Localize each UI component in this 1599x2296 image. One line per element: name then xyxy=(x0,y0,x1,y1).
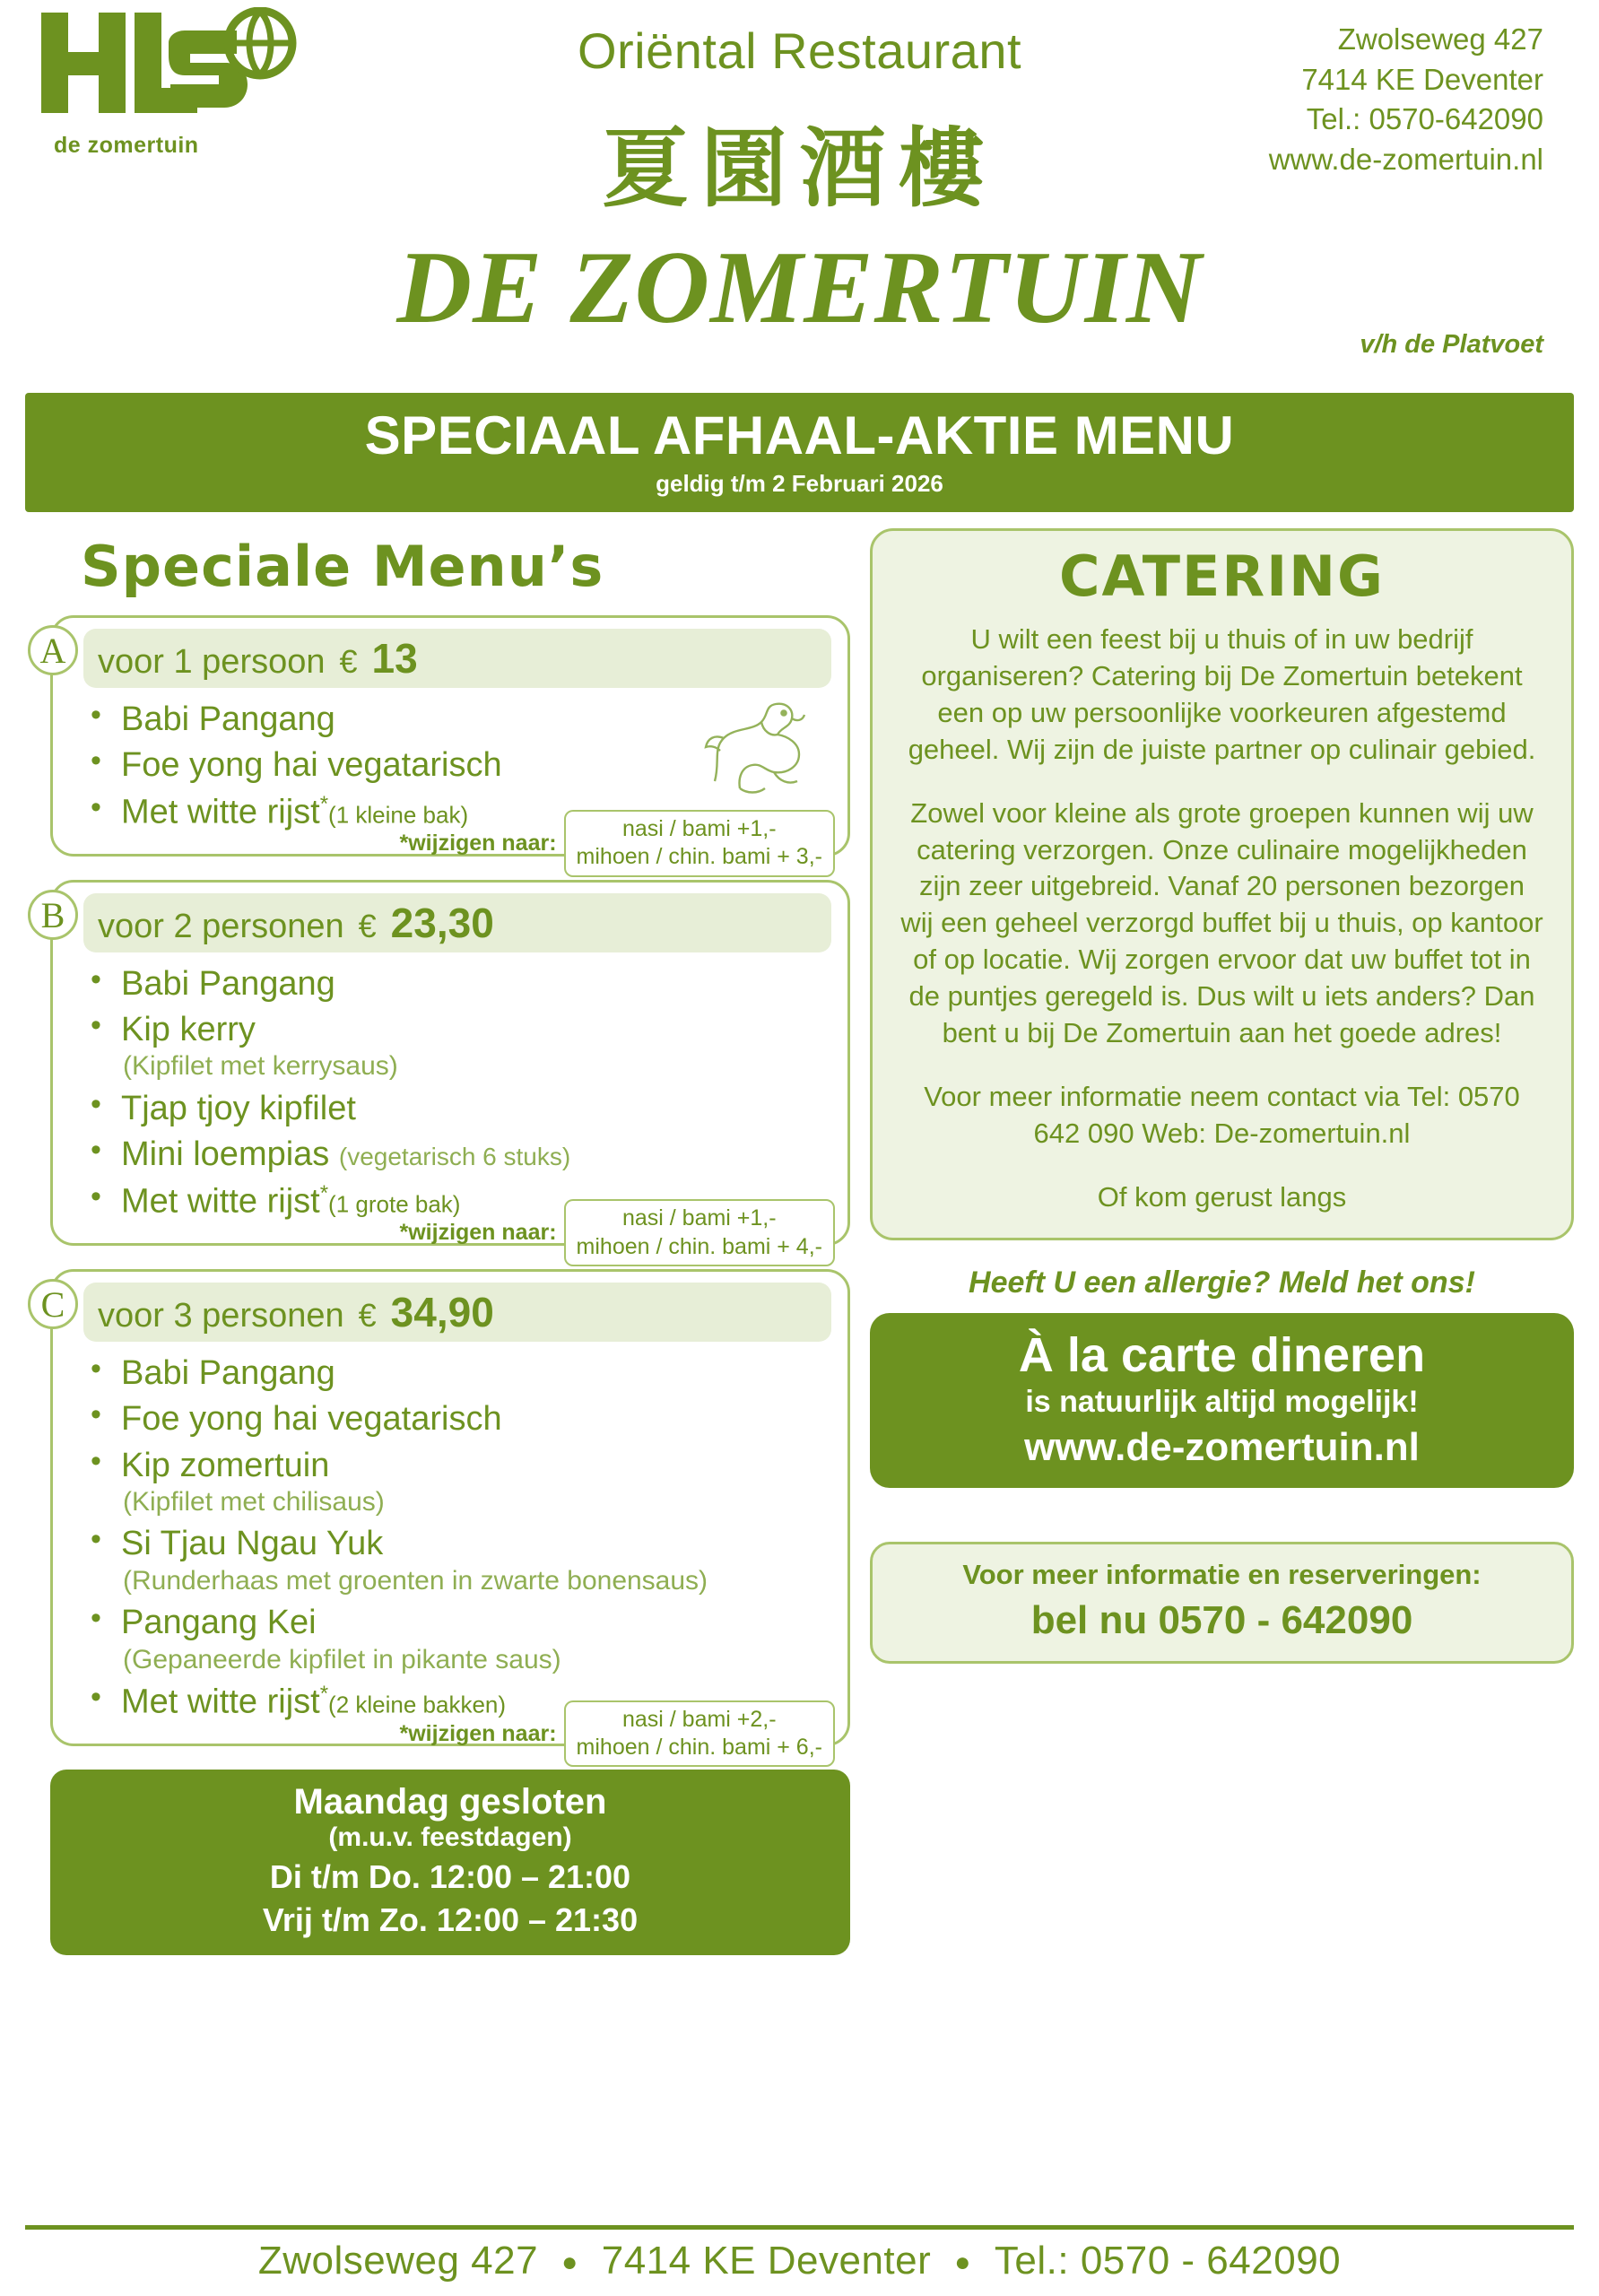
menu-c-change-box xyxy=(400,1700,836,1768)
footer xyxy=(25,2225,1574,2283)
list-item xyxy=(83,1523,831,1597)
menu-c-item-4: Si Tjau Ngau Yuk xyxy=(121,1525,384,1563)
catering-visit-note: Of kom gerust langs xyxy=(1097,1180,1347,1213)
menu-b-item-1: Babi Pangang xyxy=(121,964,335,1003)
menu-a-change-line2: mihoen / chin. bami + 3,- xyxy=(576,844,822,870)
menu-b-items xyxy=(83,963,831,1222)
footnote-star: * xyxy=(319,1682,329,1707)
section-title-special-menus: Speciale Menu’s xyxy=(81,534,604,599)
promo-banner xyxy=(25,393,1574,512)
alacarte-website[interactable]: www.de-zomertuin.nl xyxy=(1024,1424,1420,1469)
menu-a-price: 13 xyxy=(371,635,418,682)
menu-c-item-6: Met witte rijst xyxy=(121,1683,320,1722)
list-item xyxy=(83,1352,831,1394)
address-street: Zwolseweg 427 xyxy=(1337,22,1543,56)
menu-b-item-4-note: (vegetarisch 6 stuks) xyxy=(338,1143,571,1171)
menu-b-persons: voor 2 personen xyxy=(98,907,344,945)
hours-line-2: Vrij t/m Zo. 12:00 – 21:30 xyxy=(262,1901,639,1939)
footer-divider xyxy=(25,2225,1574,2230)
oriental-restaurant-text: Oriëntal Restaurant xyxy=(577,22,1022,79)
menu-c-item-1: Babi Pangang xyxy=(121,1353,335,1392)
menu-b-price: 23,30 xyxy=(390,899,494,946)
opening-hours-box xyxy=(50,1770,850,1955)
menu-b-change-line2: mihoen / chin. bami + 4,- xyxy=(576,1233,822,1259)
list-item xyxy=(83,1088,831,1129)
footnote-star: * xyxy=(319,1180,329,1205)
menu-b-item-5: Met witte rijst xyxy=(121,1182,320,1221)
footer-contact xyxy=(25,2239,1574,2283)
closed-day-note: (m.u.v. feestdagen) xyxy=(328,1822,572,1853)
menu-c-item-2: Foe yong hai vegatarisch xyxy=(121,1400,502,1439)
menu-b-item-2-sub: (Kipfilet met kerrysaus) xyxy=(123,1051,398,1082)
former-name: v/h de Platvoet xyxy=(1360,330,1543,359)
menu-c-item-4-sub: (Runderhaas met groenten in zwarte bonensaus) xyxy=(123,1565,708,1596)
content-columns xyxy=(25,528,1574,1955)
menu-c-persons: voor 3 personen xyxy=(98,1296,344,1335)
footer-city: 7414 KE Deventer xyxy=(601,2239,932,2283)
menu-c-change-label: *wijzigen naar: xyxy=(399,1720,557,1746)
catering-contact-info: Voor meer informatie neem contact via Tel: 0570 642 090 Web: De-zomertuin.nl xyxy=(924,1080,1520,1149)
reservation-phone[interactable]: bel nu 0570 - 642090 xyxy=(1030,1597,1413,1642)
footnote-star: * xyxy=(319,791,329,816)
menu-b-change-line1: nasi / bami +1,- xyxy=(621,1205,777,1231)
reservation-box xyxy=(870,1542,1574,1664)
menu-c-price: 34,90 xyxy=(390,1288,494,1335)
menu-b-change-values xyxy=(564,1199,835,1266)
menu-c-currency: € xyxy=(358,1296,377,1334)
menu-c-head xyxy=(83,1283,831,1342)
menu-a-item-1: Babi Pangang xyxy=(121,700,335,738)
menu-a-change-label: *wijzigen naar: xyxy=(399,830,557,856)
menu-card-c xyxy=(40,1269,850,1761)
closed-day: Maandag gesloten xyxy=(293,1782,607,1822)
dragon-icon xyxy=(699,695,815,803)
menu-letter-b: B xyxy=(28,890,78,940)
menu-letter-c: C xyxy=(28,1279,78,1329)
menus-column xyxy=(25,528,850,1955)
menu-b-head xyxy=(83,893,831,952)
menu-a-head xyxy=(83,629,831,688)
catering-paragraph-1: U wilt een feest bij u thuis of in uw bedrijf organiseren? Catering bij De Zomertuin betekent een op uw persoonlijke voorkeuren afgestemd geheel. Wij zijn de juiste partner op culinair gebied. xyxy=(908,623,1536,765)
menu-c-item-6-note: (2 kleine bakken) xyxy=(328,1692,507,1719)
menu-c-item-3-sub: (Kipfilet met chilisaus) xyxy=(123,1486,385,1517)
bullet-icon: ● xyxy=(561,2248,578,2278)
list-item xyxy=(83,1445,831,1519)
list-item xyxy=(83,1134,831,1175)
menu-b-item-4: Mini loempias xyxy=(121,1135,330,1174)
menu-c-item-5-sub: (Gepaneerde kipfilet in pikante saus) xyxy=(123,1644,561,1674)
menu-a-change-line1: nasi / bami +1,- xyxy=(621,816,777,842)
address-website[interactable]: www.de-zomertuin.nl xyxy=(1268,142,1543,176)
catering-box xyxy=(870,528,1574,1240)
footer-phone: Tel.: 0570 - 642090 xyxy=(994,2239,1342,2283)
menu-letter-a: A xyxy=(28,625,78,675)
menu-c-change-line2: mihoen / chin. bami + 6,- xyxy=(576,1735,822,1761)
header xyxy=(25,0,1574,386)
menu-card-b xyxy=(40,880,850,1259)
menu-c-change-line1: nasi / bami +2,- xyxy=(621,1706,777,1732)
address-city: 7414 KE Deventer xyxy=(1301,62,1543,96)
logo-wordmark: de zomertuin xyxy=(54,133,199,158)
list-item xyxy=(83,1009,831,1083)
address-phone: Tel.: 0570-642090 xyxy=(1306,102,1543,136)
bullet-icon: ● xyxy=(954,2248,971,2278)
menu-c-item-3: Kip zomertuin xyxy=(121,1446,330,1484)
header-address xyxy=(1269,20,1543,179)
catering-title: CATERING xyxy=(1059,544,1385,609)
list-item xyxy=(83,1602,831,1676)
list-item xyxy=(83,1398,831,1439)
promo-banner-title: SPECIAAL AFHAAL-AKTIE MENU xyxy=(364,405,1235,465)
menu-a-item-2: Foe yong hai vegatarisch xyxy=(121,746,502,785)
list-item xyxy=(83,963,831,1004)
menu-a-change-values xyxy=(564,810,835,877)
alacarte-title: À la carte dineren xyxy=(1018,1327,1426,1382)
alacarte-box xyxy=(870,1313,1574,1488)
catering-paragraph-2: Zowel voor kleine als grote groepen kunnen wij uw catering verzorgen. Onze culinaire mogelijkheden zijn zeer uitgebreid. Vanaf 20 personen bezorgen wij een geheel verzorgd buffet bij u thuis, op kantoor of op locatie. Wij zorgen ervoor dat uw buffet tot in de puntjes geregeld is. Dus wilt u iets anders? Dan bent u bij De Zomertuin aan het goede adres! xyxy=(900,796,1543,1049)
menu-a-persons: voor 1 persoon xyxy=(98,643,326,681)
menu-b-item-3: Tjap tjoy kipfilet xyxy=(121,1090,356,1128)
allergy-notice: Heeft U een allergie? Meld het ons! xyxy=(969,1265,1475,1300)
alacarte-subtitle: is natuurlijk altijd mogelijk! xyxy=(1025,1384,1419,1419)
menu-c-items xyxy=(83,1352,831,1724)
hours-line-1: Di t/m Do. 12:00 – 21:00 xyxy=(269,1858,631,1896)
menu-c-change-values xyxy=(564,1700,835,1768)
menu-a-item-3-note: (1 kleine bak) xyxy=(328,801,469,829)
menu-b-item-5-note: (1 grote bak) xyxy=(328,1190,461,1218)
menu-card-a xyxy=(39,615,850,870)
menu-b-currency: € xyxy=(358,907,377,944)
menu-b-item-2: Kip kerry xyxy=(121,1011,256,1049)
menu-a-item-3: Met witte rijst xyxy=(121,793,320,831)
footer-street: Zwolseweg 427 xyxy=(257,2239,539,2283)
reservation-label: Voor meer informatie en reserveringen: xyxy=(962,1558,1482,1590)
menu-b-change-label: *wijzigen naar: xyxy=(399,1220,557,1246)
chinese-name: 夏園酒樓 xyxy=(602,118,997,219)
promo-banner-validity: geldig t/m 2 Februari 2026 xyxy=(656,470,943,497)
menu-a-change-box xyxy=(400,810,836,877)
catering-column xyxy=(870,528,1574,1955)
restaurant-name: DE ZOMERTUIN xyxy=(396,230,1203,345)
menu-a-currency: € xyxy=(339,643,358,680)
menu-b-change-box xyxy=(400,1199,836,1266)
menu-c-item-5: Pangang Kei xyxy=(121,1604,317,1642)
